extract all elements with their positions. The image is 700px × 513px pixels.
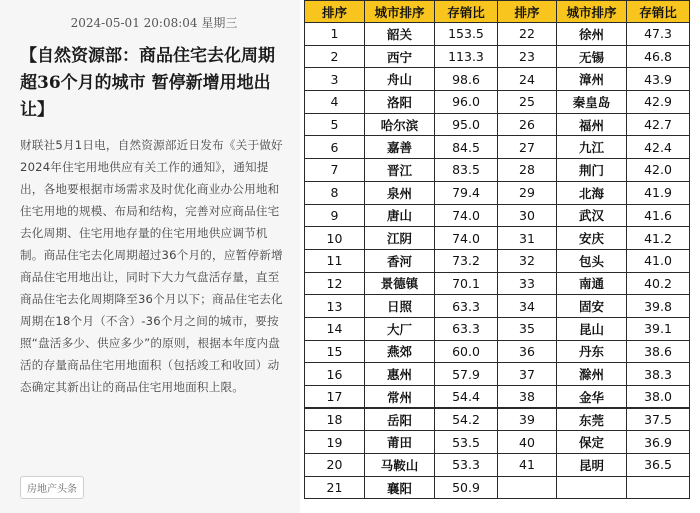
article-body: 财联社5月1日电，自然资源部近日发布《关于做好2024年住宅用地供应有关工作的通知》，通知提出，各地要根据市场需求及时优化商业办公用地和住宅用地的规模、布局和结构，完善对应商品住宅去化周期、住宅用地存量的住宅用地供应调节机制。商品住宅去化周期超过36个月的，应暂停新增商品住宅用地出让，同时下大力气盘活存量，直至商品住宅去化周期降至36个月以下；商品住宅去化周期在18个月（不含）-36个月之间的城市，要按照“盘活多少、供应多少”的原则，根据本年度内盘活的存量商品住宅用地面积（包括竣工和收回）动态确定其新出让的商品住宅用地面积上限。: [20, 138, 283, 394]
inventory-ratio-table: [304, 0, 690, 499]
rank-cell: 2: [305, 45, 365, 68]
source-tag[interactable]: 房地产头条: [20, 476, 84, 499]
rank-cell: 1: [305, 23, 365, 46]
city-cell: 景德镇: [365, 272, 435, 295]
table-row: [305, 386, 690, 409]
ratio-cell: 38.3: [627, 363, 690, 386]
ratio-cell: 54.2: [435, 408, 498, 431]
rank-cell: 7: [305, 159, 365, 182]
rank-cell: 39: [498, 408, 557, 431]
rank-cell: 36: [498, 340, 557, 363]
table-row: [305, 45, 690, 68]
table-row: [305, 476, 690, 499]
city-cell: 东莞: [557, 408, 627, 431]
header-rank: 排序: [305, 1, 365, 23]
city-cell: 九江: [557, 136, 627, 159]
empty-cell: [557, 476, 627, 499]
rank-cell: 16: [305, 363, 365, 386]
city-cell: 保定: [557, 431, 627, 454]
ratio-cell: 60.0: [435, 340, 498, 363]
ratio-cell: 40.2: [627, 272, 690, 295]
ratio-cell: 42.0: [627, 159, 690, 182]
table-row: [305, 295, 690, 318]
table-row: [305, 91, 690, 114]
city-cell: 襄阳: [365, 476, 435, 499]
inventory-ratio-table-panel: [304, 0, 700, 513]
city-cell: 唐山: [365, 204, 435, 227]
ratio-cell: 53.3: [435, 454, 498, 477]
city-cell: 岳阳: [365, 408, 435, 431]
empty-cell: [627, 476, 690, 499]
city-cell: 舟山: [365, 68, 435, 91]
rank-cell: 25: [498, 91, 557, 114]
rank-cell: 14: [305, 317, 365, 340]
ratio-cell: 38.6: [627, 340, 690, 363]
city-cell: 徐州: [557, 23, 627, 46]
ratio-cell: 63.3: [435, 317, 498, 340]
header-ratio: 存销比: [627, 1, 690, 23]
city-cell: 江阴: [365, 227, 435, 250]
rank-cell: 13: [305, 295, 365, 318]
rank-cell: 22: [498, 23, 557, 46]
city-cell: 洛阳: [365, 91, 435, 114]
rank-cell: 12: [305, 272, 365, 295]
rank-cell: 11: [305, 249, 365, 272]
publish-datetime: 2024-05-01 20:08:04 星期三: [70, 16, 238, 30]
table-row: [305, 227, 690, 250]
ratio-cell: 113.3: [435, 45, 498, 68]
city-cell: 武汉: [557, 204, 627, 227]
ratio-cell: 42.7: [627, 113, 690, 136]
rank-cell: 35: [498, 317, 557, 340]
ratio-cell: 47.3: [627, 23, 690, 46]
table-row: [305, 113, 690, 136]
city-cell: 香河: [365, 249, 435, 272]
ratio-cell: 96.0: [435, 91, 498, 114]
rank-cell: 38: [498, 386, 557, 409]
city-cell: 漳州: [557, 68, 627, 91]
rank-cell: 3: [305, 68, 365, 91]
article-headline: 【自然资源部：商品住宅去化周期超36个月的城市 暂停新增用地出让】: [20, 46, 275, 120]
ratio-cell: 153.5: [435, 23, 498, 46]
ratio-cell: 57.9: [435, 363, 498, 386]
rank-cell: 33: [498, 272, 557, 295]
ratio-cell: 41.9: [627, 181, 690, 204]
ratio-cell: 50.9: [435, 476, 498, 499]
city-cell: 燕郊: [365, 340, 435, 363]
ratio-cell: 43.9: [627, 68, 690, 91]
city-cell: 北海: [557, 181, 627, 204]
rank-cell: 29: [498, 181, 557, 204]
city-cell: 惠州: [365, 363, 435, 386]
rank-cell: 5: [305, 113, 365, 136]
city-cell: 韶关: [365, 23, 435, 46]
table-body: [305, 23, 690, 499]
table-row: [305, 204, 690, 227]
city-cell: 无锡: [557, 45, 627, 68]
ratio-cell: 38.0: [627, 386, 690, 409]
city-cell: 南通: [557, 272, 627, 295]
city-cell: 大厂: [365, 317, 435, 340]
rank-cell: 34: [498, 295, 557, 318]
ratio-cell: 98.6: [435, 68, 498, 91]
city-cell: 昆明: [557, 454, 627, 477]
table-row: [305, 408, 690, 431]
rank-cell: 21: [305, 476, 365, 499]
rank-cell: 15: [305, 340, 365, 363]
table-row: [305, 272, 690, 295]
rank-cell: 24: [498, 68, 557, 91]
ratio-cell: 84.5: [435, 136, 498, 159]
city-cell: 昆山: [557, 317, 627, 340]
city-cell: 嘉善: [365, 136, 435, 159]
rank-cell: 40: [498, 431, 557, 454]
rank-cell: 18: [305, 408, 365, 431]
rank-cell: 27: [498, 136, 557, 159]
table-row: [305, 136, 690, 159]
ratio-cell: 39.8: [627, 295, 690, 318]
rank-cell: 4: [305, 91, 365, 114]
table-row: [305, 181, 690, 204]
ratio-cell: 74.0: [435, 227, 498, 250]
rank-cell: 23: [498, 45, 557, 68]
table-row: [305, 340, 690, 363]
city-cell: 荆门: [557, 159, 627, 182]
rank-cell: 37: [498, 363, 557, 386]
ratio-cell: 74.0: [435, 204, 498, 227]
table-row: [305, 317, 690, 340]
table-row: [305, 159, 690, 182]
header-rank: 排序: [498, 1, 557, 23]
news-article: [0, 0, 300, 513]
city-cell: 马鞍山: [365, 454, 435, 477]
city-cell: 常州: [365, 386, 435, 409]
ratio-cell: 70.1: [435, 272, 498, 295]
city-cell: 日照: [365, 295, 435, 318]
ratio-cell: 36.9: [627, 431, 690, 454]
city-cell: 固安: [557, 295, 627, 318]
rank-cell: 32: [498, 249, 557, 272]
ratio-cell: 73.2: [435, 249, 498, 272]
ratio-cell: 41.2: [627, 227, 690, 250]
rank-cell: 41: [498, 454, 557, 477]
city-cell: 西宁: [365, 45, 435, 68]
rank-cell: 19: [305, 431, 365, 454]
rank-cell: 30: [498, 204, 557, 227]
ratio-cell: 79.4: [435, 181, 498, 204]
ratio-cell: 53.5: [435, 431, 498, 454]
ratio-cell: 39.1: [627, 317, 690, 340]
city-cell: 秦皇岛: [557, 91, 627, 114]
ratio-cell: 95.0: [435, 113, 498, 136]
city-cell: 莆田: [365, 431, 435, 454]
ratio-cell: 41.6: [627, 204, 690, 227]
city-cell: 丹东: [557, 340, 627, 363]
table-row: [305, 249, 690, 272]
rank-cell: 17: [305, 386, 365, 409]
ratio-cell: 46.8: [627, 45, 690, 68]
rank-cell: 10: [305, 227, 365, 250]
header-ratio: 存销比: [435, 1, 498, 23]
city-cell: 金华: [557, 386, 627, 409]
rank-cell: 31: [498, 227, 557, 250]
ratio-cell: 41.0: [627, 249, 690, 272]
ratio-cell: 37.5: [627, 408, 690, 431]
ratio-cell: 63.3: [435, 295, 498, 318]
rank-cell: 6: [305, 136, 365, 159]
empty-cell: [498, 476, 557, 499]
city-cell: 滁州: [557, 363, 627, 386]
rank-cell: 8: [305, 181, 365, 204]
table-row: [305, 454, 690, 477]
table-row: [305, 23, 690, 46]
rank-cell: 28: [498, 159, 557, 182]
ratio-cell: 83.5: [435, 159, 498, 182]
table-row: [305, 431, 690, 454]
table-row: [305, 363, 690, 386]
header-city: 城市排序: [365, 1, 435, 23]
ratio-cell: 36.5: [627, 454, 690, 477]
rank-cell: 20: [305, 454, 365, 477]
ratio-cell: 42.4: [627, 136, 690, 159]
rank-cell: 26: [498, 113, 557, 136]
ratio-cell: 54.4: [435, 386, 498, 409]
city-cell: 晋江: [365, 159, 435, 182]
city-cell: 安庆: [557, 227, 627, 250]
city-cell: 哈尔滨: [365, 113, 435, 136]
city-cell: 包头: [557, 249, 627, 272]
table-row: [305, 68, 690, 91]
city-cell: 泉州: [365, 181, 435, 204]
header-city: 城市排序: [557, 1, 627, 23]
table-header-row: [305, 1, 690, 23]
ratio-cell: 42.9: [627, 91, 690, 114]
rank-cell: 9: [305, 204, 365, 227]
city-cell: 福州: [557, 113, 627, 136]
